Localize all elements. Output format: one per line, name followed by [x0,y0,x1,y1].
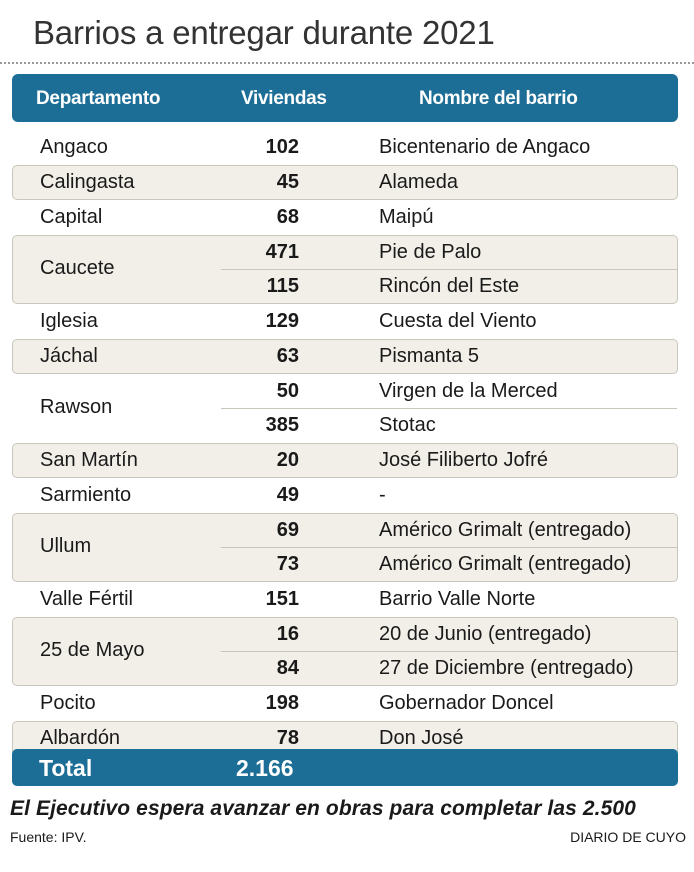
barrio-name: 27 de Diciembre (entregado) [379,657,634,679]
table-row [13,340,677,373]
total-label: Total [39,755,93,781]
table-row [13,687,677,720]
footnote: El Ejecutivo espera avanzar en obras para completar las 2.500 [10,797,636,820]
viviendas-value: 84 [276,657,299,679]
viviendas-value: 20 [276,449,299,471]
viviendas-value: 151 [265,588,299,610]
barrios-table [12,130,678,756]
department-group [12,478,678,513]
viviendas-value: 78 [276,727,299,749]
department-group [12,130,678,165]
dotted-divider [0,62,694,64]
viviendas-value: 49 [276,484,299,506]
barrio-name: Rincón del Este [379,275,520,297]
department-name: Albardón [40,726,121,749]
barrio-name: Américo Grimalt (entregado) [379,519,632,541]
department-group [12,165,678,200]
table-header [12,74,678,122]
department-name: Angaco [40,135,108,158]
table-row [13,514,677,547]
department-group [12,617,678,686]
department-name: Ullum [40,535,92,557]
viviendas-value: 63 [276,345,299,367]
barrio-name: José Filiberto Jofré [379,449,548,471]
table-row [13,444,677,477]
table-row [13,375,677,408]
department-group [12,582,678,617]
table-row [13,131,677,164]
table-row [13,583,677,616]
barrio-name: Stotac [379,414,436,436]
department-name: Calingasta [40,170,135,193]
barrio-name: Pie de Palo [379,241,482,263]
table-row [13,305,677,338]
table-row [221,269,677,303]
department-group [12,339,678,374]
department-group [12,443,678,478]
department-name: Jáchal [40,344,98,367]
department-group [12,513,678,582]
barrio-name: Bicentenario de Angaco [379,136,591,158]
table-row [221,547,677,581]
barrio-name: Alameda [379,171,458,193]
barrio-name: Don José [379,727,464,749]
table-row [13,479,677,512]
department-name: Valle Fértil [40,587,133,610]
department-name: 25 de Mayo [40,639,145,661]
viviendas-value: 129 [265,310,299,332]
table-row [221,408,677,442]
viviendas-value: 68 [276,206,299,228]
source-note: Fuente: IPV. [10,829,87,845]
barrio-name: Virgen de la Merced [379,380,558,402]
viviendas-value: 471 [265,241,299,263]
viviendas-value: 385 [265,414,299,436]
table-row [13,166,677,199]
department-name: Caucete [40,257,115,279]
header-departamento: Departamento [36,88,161,109]
barrio-name: Barrio Valle Norte [379,588,536,610]
department-name: Sarmiento [40,483,132,506]
department-group [12,200,678,235]
viviendas-value: 198 [265,692,299,714]
viviendas-value: 50 [276,380,299,402]
department-group [12,374,678,443]
table-row [13,618,677,651]
viviendas-value: 102 [265,136,299,158]
department-group [12,304,678,339]
total-value: 2.166 [236,755,294,781]
viviendas-value: 115 [266,275,299,297]
department-group [12,686,678,721]
barrio-name: Gobernador Doncel [379,692,554,714]
viviendas-value: 69 [276,519,299,541]
barrio-name: Pismanta 5 [379,345,480,367]
viviendas-value: 16 [276,623,299,645]
department-name: Capital [40,205,103,228]
total-row [12,749,678,786]
table-row [221,651,677,685]
brand-credit: DIARIO DE CUYO [570,829,686,845]
viviendas-value: 73 [276,553,299,575]
department-name: Iglesia [40,309,98,332]
barrio-name: 20 de Junio (entregado) [379,623,592,645]
page-title: Barrios a entregar durante 2021 [33,14,495,51]
header-barrio: Nombre del barrio [419,88,578,109]
table-row [13,236,677,269]
barrio-name: Cuesta del Viento [379,310,537,332]
viviendas-value: 45 [276,171,299,193]
header-viviendas: Viviendas [241,88,327,109]
table-row [13,201,677,234]
department-name: Pocito [40,691,96,714]
barrio-name: Américo Grimalt (entregado) [379,553,632,575]
department-name: San Martín [40,448,138,471]
department-group [12,235,678,304]
barrio-name: Maipú [379,206,434,228]
department-name: Rawson [40,396,113,418]
barrio-name: - [379,484,386,506]
